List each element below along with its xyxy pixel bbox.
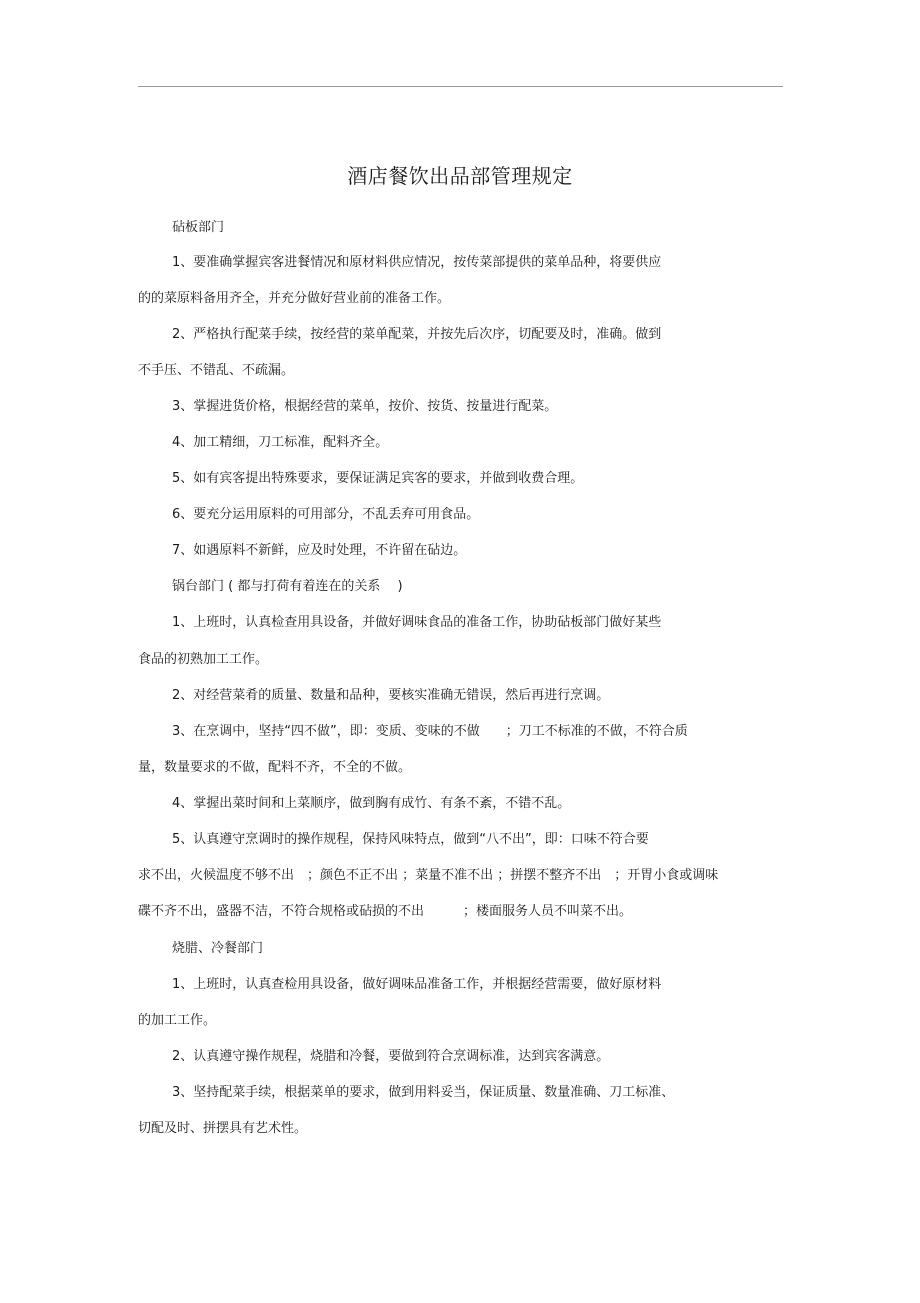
- paragraph-line: 2、严格执行配菜手续，按经营的菜单配菜，并按先后次序，切配要及时，准确。做到: [172, 327, 662, 342]
- paragraph-line: 1、要准确掌握宾客进餐情况和原材料供应情况，按传菜部提供的菜单品种，将要供应: [172, 255, 662, 270]
- paragraph-line: 食品的初熟加工工作。: [138, 652, 269, 667]
- paragraph-line: 碟不齐不出，盛器不洁，不符合规格或砧损的不出 ；楼面服务人员不叫菜不出。: [138, 904, 633, 919]
- paragraph-line: 切配及时、拼摆具有艺术性。: [138, 1121, 308, 1136]
- paragraph-line: 4、加工精细，刀工标准，配料齐全。: [172, 435, 389, 450]
- section-heading-roast-cold: 烧腊、冷餐部门: [172, 941, 264, 956]
- paragraph-line: 3、在烹调中，坚持“四不做”，即：变质、变味的不做 ；刀工不标准的不做，不符合质: [172, 724, 688, 739]
- paragraph-line: 4、掌握出菜时间和上菜顺序，做到胸有成竹、有条不紊，不错不乱。: [172, 796, 571, 811]
- paragraph-line: 3、坚持配菜手续，根据菜单的要求，做到用料妥当，保证质量、数量准确、刀工标准、: [172, 1085, 675, 1100]
- paragraph-line: 5、如有宾客提出特殊要求，要保证满足宾客的要求，并做到收费合理。: [172, 471, 584, 486]
- paragraph-line: 不手压、不错乱、不疏漏。: [138, 363, 295, 378]
- paragraph-line: 7、如遇原料不新鲜，应及时处理，不许留在砧边。: [172, 543, 467, 558]
- header-rule: [138, 86, 783, 87]
- paragraph-line: 2、对经营菜肴的质量、数量和品种，要核实准确无错误，然后再进行烹调。: [172, 688, 610, 703]
- paragraph-line: 的加工工作。: [138, 1013, 217, 1028]
- paragraph-line: 1、上班时，认真检查用具设备，并做好调味食品的准备工作，协助砧板部门做好某些: [172, 615, 662, 630]
- paragraph-line: 3、掌握进货价格，根据经营的菜单，按价、按货、按量进行配菜。: [172, 399, 558, 414]
- paragraph-line: 量，数量要求的不做，配料不齐，不全的不做。: [138, 760, 412, 775]
- page-title: 酒店餐饮出品部管理规定: [347, 164, 573, 188]
- paragraph-line: 的的菜原料备用齐全，并充分做好营业前的准备工作。: [138, 291, 451, 306]
- paragraph-line: 求不出，火候温度不够不出 ；颜色不正不出 ；菜量不准不出 ；拼摆不整齐不出 ；开胃小食或调味: [138, 868, 719, 883]
- section-heading-chopping: 砧板部门: [172, 220, 225, 235]
- paragraph-line: 6、要充分运用原料的可用部分，不乱丢弃可用食品。: [172, 507, 480, 522]
- section-heading-wok: 锅台部门 ( 都与打荷有着连在的关系 ): [172, 579, 403, 594]
- paragraph-line: 2、认真遵守操作规程，烧腊和冷餐，要做到符合烹调标准，达到宾客满意。: [172, 1049, 610, 1064]
- paragraph-line: 5、认真遵守烹调时的操作规程，保持风味特点，做到“八不出”，即：口味不符合要: [172, 832, 649, 847]
- paragraph-line: 1、上班时，认真查检用具设备，做好调味品准备工作，并根据经营需要，做好原材料: [172, 977, 662, 992]
